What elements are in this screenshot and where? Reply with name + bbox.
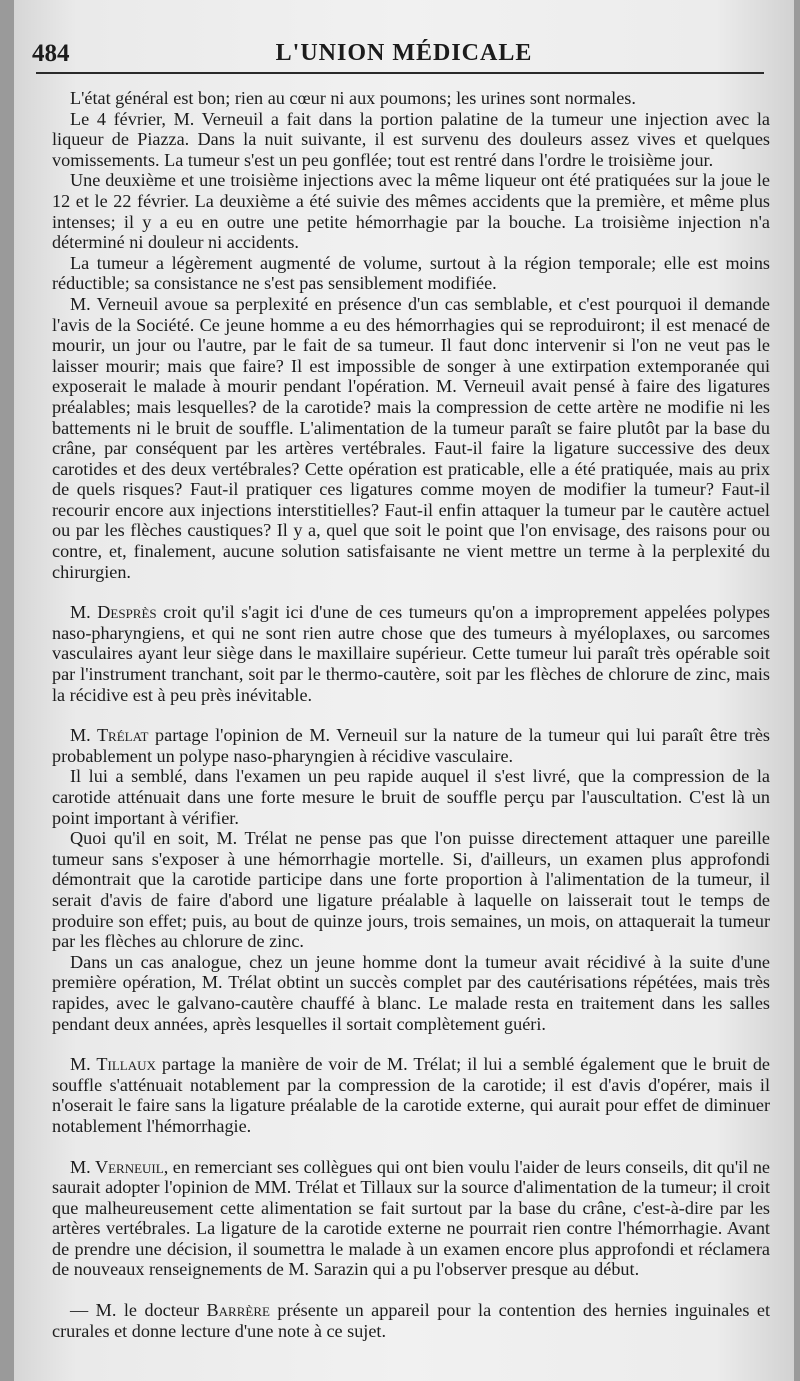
article-body xyxy=(52,88,770,1341)
journal-page xyxy=(14,0,794,1381)
speaker-name: M. Tillaux xyxy=(70,1054,156,1075)
paragraph: M. Verneuil, en remerciant ses collègues qui ont bien voulu l'aider de leurs conseils, dit qu'il ne saurait adopter l'opinion de MM. Trélat et Tillaux sur la source d'alimentation de la tumeur; il croit que malheureusement cette alimentation se fait surtout par la base du crâne, c'est-à-dire par les artères vertébrales. La ligature de la carotide externe ne pourrait rien contre l'hémorrhagie. Avant de prendre une décision, il soumettra le malade à un examen encore plus approfondi et réclamera de nouveaux renseignements de M. Sarazin qui a pu l'observer presque au début. xyxy=(52,1156,770,1280)
page-header xyxy=(14,36,794,70)
paragraph: M. Trélat partage l'opinion de M. Verneuil sur la nature de la tumeur qui lui paraît être très probablement un polype naso-pharyngien à récidive vasculaire. xyxy=(52,725,770,766)
speaker-name: Barrère xyxy=(206,1300,270,1321)
speaker-name: M. Trélat xyxy=(70,725,149,746)
paragraph: Quoi qu'il en soit, M. Trélat ne pense pas que l'on puisse directement attaquer une pareille tumeur sans s'exposer à une hémorrhagie mortelle. Si, d'ailleurs, un examen plus approfondi démontrait que la carotide participe dans une forte proportion à l'alimentation de la tumeur, il serait d'avis de faire d'abord une ligature préalable à laquelle on laisserait tout le temps de produire son effet; puis, au bout de quinze jours, trois semaines, un mois, on attaquerait la tumeur par les flèches au chlorure de zinc. xyxy=(52,828,770,952)
paragraph: Dans un cas analogue, chez un jeune homme dont la tumeur avait récidivé à la suite d'une première opération, M. Trélat obtint un succès complet par des cautérisations répétées, mais très rapides, avec le galvano-cautère chauffé à blanc. Le malade resta en traitement dans les salles pendant deux années, après lesquelles il sortait complètement guéri. xyxy=(52,951,770,1034)
paragraph: Le 4 février, M. Verneuil a fait dans la portion palatine de la tumeur une injection avec la liqueur de Piazza. Dans la nuit suivante, il est survenu des douleurs assez vives et quelques vomissements. La tumeur s'est un peu gonflée; tout est rentré dans l'ordre le troisième jour. xyxy=(52,108,770,170)
paragraph: M. Desprès croit qu'il s'agit ici d'une de ces tumeurs qu'on a improprement appelées polypes naso-pharyngiens, et qui ne sont rien autre chose que des tumeurs à myéloplaxes, ou sarcomes vasculaires ayant leur siège dans le maxillaire supérieur. Cette tumeur lui paraît très opérable soit par l'instrument tranchant, soit par le thermo-cautère, soit par les flèches de chlorure de zinc, mais la récidive est à peu près inévitable. xyxy=(52,602,770,705)
header-rule xyxy=(36,72,764,74)
paragraph: M. Tillaux partage la manière de voir de M. Trélat; il lui a semblé également que le bruit de souffle s'atténuait notablement par la compression de la carotide; il est d'avis d'opérer, mais il n'oserait le faire sans la ligature préalable de la carotide externe, qui aurait pour effet de diminuer notablement l'hémorrhagie. xyxy=(52,1054,770,1136)
paragraph: Il lui a semblé, dans l'examen un peu rapide auquel il s'est livré, que la compression de la carotide atténuait dans une forte mesure le bruit de souffle perçu par l'auscultation. C'est là un point important à vérifier. xyxy=(52,766,770,828)
running-title: L'UNION MÉDICALE xyxy=(275,40,533,66)
paragraph: Une deuxième et une troisième injections avec la même liqueur ont été pratiquées sur la joue le 12 et le 22 février. La deuxième a été suivie des mêmes accidents que la première, et même plus intenses; il y a eu en outre une petite hémorrhagie par la bouche. La troisième injection n'a déterminé ni douleur ni accidents. xyxy=(52,170,770,253)
paragraph: M. Verneuil avoue sa perplexité en présence d'un cas semblable, et c'est pourquoi il demande l'avis de la Société. Ce jeune homme a eu des hémorrhagies qui se reproduiront; il est menacé de mourir, un jour ou l'autre, par le fait de sa tumeur. Il faut donc intervenir si l'on ne veut pas le laisser mourir; mais que faire? Il est impossible de songer à une extirpation extemporanée qui exposerait le malade à mourir pendant l'opération. M. Verneuil avait pensé à faire des ligatures préalables; mais lesquelles? de la carotide? mais la compression de cette artère ne modifie ni les battements ni le bruit de souffle. L'alimentation de la tumeur paraît se faire plutôt par la base du crâne, par conséquent par les artères vertébrales. Faut-il faire la ligature successive des deux carotides et des deux vertébrales? Cette opération est praticable, elle a été pratiquée, mais au prix de quels risques? Faut-il pratiquer ces ligatures comme moyen de modifier la tumeur? Faut-il recourir encore aux injections interstitielles? Faut-il enfin attaquer la tumeur par le cautère actuel ou par les flèches caustiques? Il y a, quel que soit le point que l'on envisage, des raisons pour ou contre, et, finalement, aucune solution satisfaisante ne vient mettre un terme à la perplexité du chirurgien. xyxy=(52,293,770,582)
paragraph: — M. le docteur Barrère présente un appareil pour la contention des hernies inguinales et crurales et donne lecture d'une note à ce sujet. xyxy=(52,1300,771,1341)
page-number: 484 xyxy=(32,40,70,67)
paragraph: L'état général est bon; rien au cœur ni aux poumons; les urines sont normales. xyxy=(70,88,636,108)
speaker-name: M. Desprès xyxy=(70,602,157,623)
speaker-name: M. Verneuil xyxy=(70,1156,164,1177)
paragraph: La tumeur a légèrement augmenté de volume, surtout à la région temporale; elle est moins réductible; sa consistance ne s'est pas sensiblement modifiée. xyxy=(52,252,770,294)
